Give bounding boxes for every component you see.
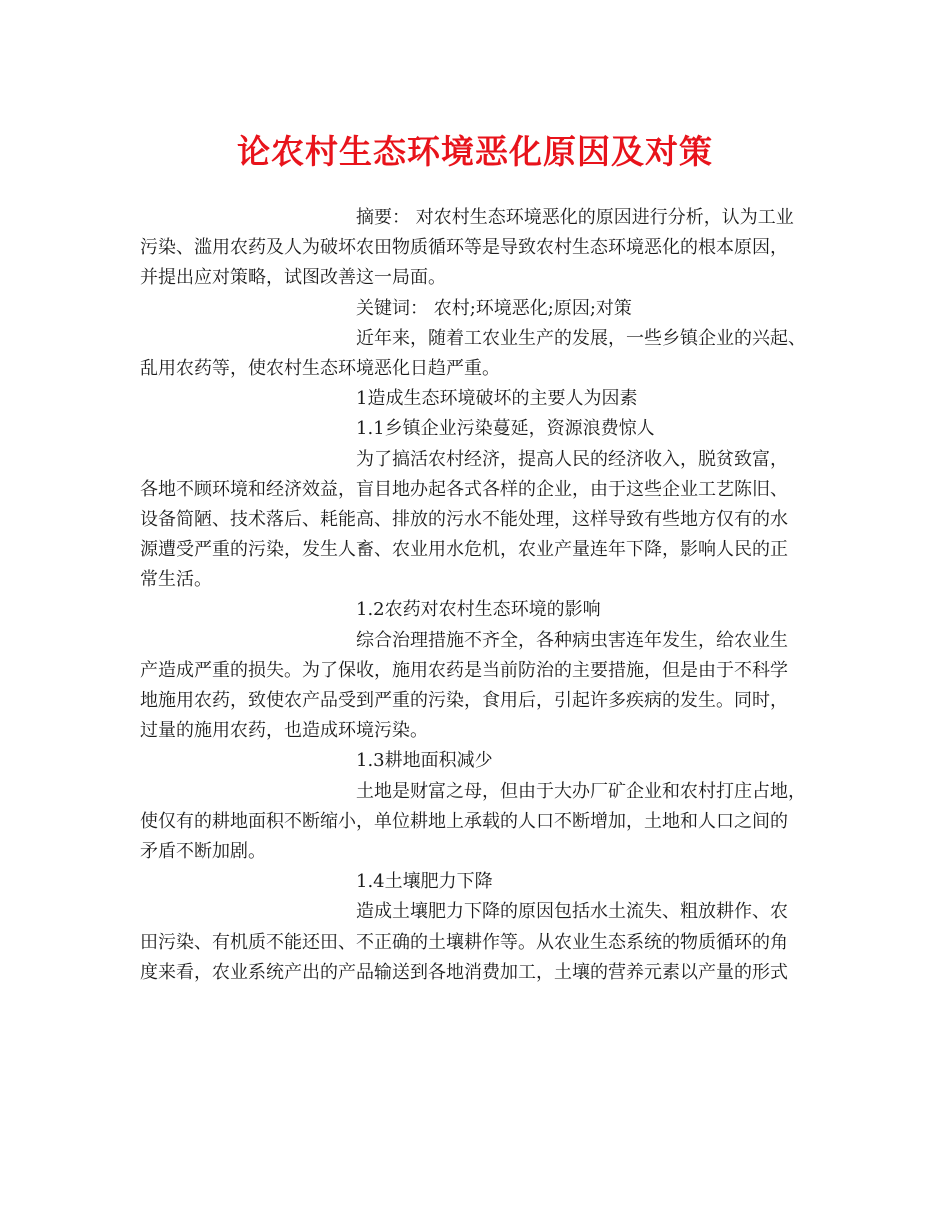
text-line: 度来看，农业系统产出的产品输送到各地消费加工，土壤的营养元素以产量的形式 [140,961,788,983]
document-body [140,203,830,988]
text-line: 常生活。 [140,569,212,591]
text-line: 各地不顾环境和经济效益，盲目地办起各式各样的企业，由于这些企业工艺陈旧、 [140,478,788,500]
text-line: 乱用农药等，使农村生态环境恶化日趋严重。 [140,357,500,379]
subsection-heading: 1.2农药对农村生态环境的影响 [356,599,601,621]
text-line: 摘要： 对农村生态环境恶化的原因进行分析，认为工业 [356,207,794,228]
subsection-heading: 1.1乡镇企业污染蔓延，资源浪费惊人 [356,418,655,440]
text-line: 为了搞活农村经济，提高人民的经济收入，脱贫致富， [356,448,788,470]
text-line: 污染、滥用农药及人为破坏农田物质循环等是导致农村生态环境恶化的根本原因， [140,237,788,259]
text-line: 使仅有的耕地面积不断缩小，单位耕地上承载的人口不断增加，土地和人口之间的 [140,810,788,832]
subsection-heading: 1.3耕地面积减少 [356,750,493,772]
document-title: 论农村生态环境恶化原因及对策 [237,132,713,171]
text-line: 源遭受严重的污染，发生人畜、农业用水危机，农业产量连年下降，影响人民的正 [140,539,788,561]
text-line: 地施用农药，致使农产品受到严重的污染，食用后，引起许多疾病的发生。同时， [140,690,788,711]
text-line: 关键词： 农村;环境恶化;原因;对策 [356,297,632,319]
subsection-heading: 1.4土壤肥力下降 [356,871,493,893]
text-line: 造成土壤肥力下降的原因包括水土流失、粗放耕作、农 [356,901,788,923]
text-line: 综合治理措施不齐全，各种病虫害连年发生，给农业生 [356,629,788,651]
text-line: 并提出应对策略，试图改善这一局面。 [140,267,446,289]
section-heading: 1造成生态环境破坏的主要人为因素 [356,388,638,410]
text-line: 过量的施用农药，也造成环境污染。 [140,720,428,742]
text-line: 近年来，随着工农业生产的发展，一些乡镇企业的兴起、 [356,327,806,349]
text-line: 矛盾不断加剧。 [140,840,266,862]
text-line: 产造成严重的损失。为了保收，施用农药是当前防治的主要措施，但是由于不科学 [140,659,788,681]
text-line: 设备简陋、技术落后、耗能高、排放的污水不能处理，这样导致有些地方仅有的水 [140,508,788,530]
text-line: 土地是财富之母，但由于大办厂矿企业和农村打庄占地， [356,780,806,802]
text-line: 田污染、有机质不能还田、不正确的土壤耕作等。从农业生态系统的物质循环的角 [140,931,788,953]
